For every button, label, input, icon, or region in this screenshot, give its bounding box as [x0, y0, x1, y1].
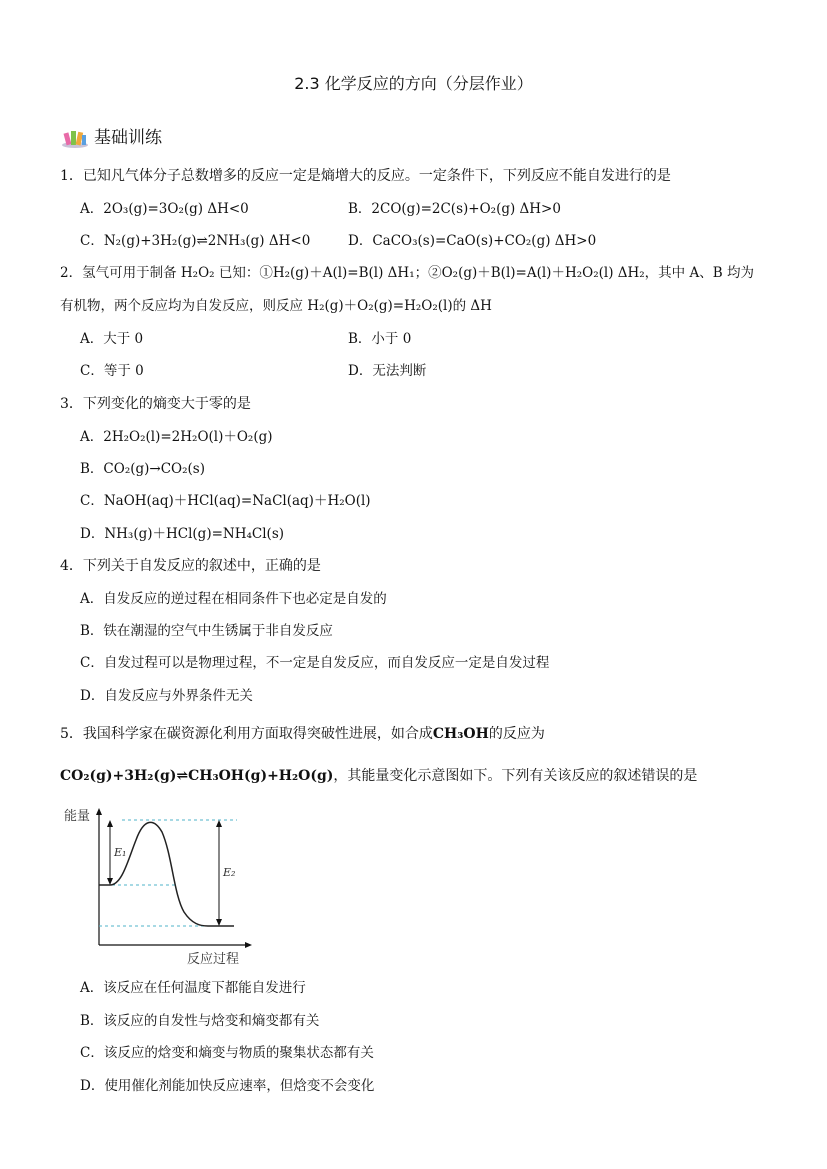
q1-option-b: B．2CO(g)=2C(s)+O₂(g) ΔH>0: [348, 201, 561, 217]
q5-stem-prefix: 5．我国科学家在碳资源化利用方面取得突破性进展，如合成: [60, 726, 433, 742]
q2-option-a: A．大于 0: [80, 331, 144, 347]
question-1-stem: 1．已知凡气体分子总数增多的反应一定是熵增大的反应。一定条件下，下列反应不能自发进行的是: [60, 168, 671, 184]
q3-option-c: C．NaOH(aq)＋HCl(aq)=NaCl(aq)＋H₂O(l): [80, 493, 371, 509]
y-axis-arrow: [96, 808, 102, 815]
q4-option-d: D．自发反应与外界条件无关: [80, 688, 253, 704]
q5-option-d: D．使用催化剂能加快反应速率，但焓变不会变化: [80, 1078, 375, 1094]
q3-option-a: A．2H₂O₂(l)=2H₂O(l)＋O₂(g): [80, 429, 273, 445]
question-4-stem: 4．下列关于自发反应的叙述中，正确的是: [60, 558, 321, 574]
q5-option-c: C．该反应的焓变和熵变与物质的聚集状态都有关: [80, 1045, 374, 1061]
section-label: 基础训练: [94, 128, 162, 148]
q2-option-c: C．等于 0: [80, 363, 144, 379]
q3-option-d: D．NH₃(g)＋HCl(g)=NH₄Cl(s): [80, 526, 285, 542]
question-3-stem: 3．下列变化的熵变大于零的是: [60, 396, 251, 412]
q5-equation: CO₂(g)+3H₂(g)⇌CH₃OH(g)+H₂O(g): [60, 768, 334, 784]
y-axis-label: 能量: [64, 809, 91, 824]
e1-label: E₁: [114, 846, 127, 859]
q2-option-b: B．小于 0: [348, 331, 412, 347]
q4-option-c: C．自发过程可以是物理过程，不一定是自发反应，而自发反应一定是自发过程: [80, 655, 550, 671]
q1-option-a: A．2O₃(g)=3O₂(g) ΔH<0: [80, 201, 249, 217]
energy-curve: [99, 822, 234, 926]
q4-option-b: B．铁在潮湿的空气中生锈属于非自发反应: [80, 623, 333, 639]
question-5-equation-line: [60, 766, 697, 786]
q1-option-c: C．N₂(g)+3H₂(g)⇌2NH₃(g) ΔH<0: [80, 233, 311, 249]
q3-option-b: B．CO₂(g)→CO₂(s): [80, 461, 205, 477]
question-2-stem-line2: 有机物，两个反应均为自发反应，则反应 H₂(g)＋O₂(g)=H₂O₂(l)的 ΔH: [60, 298, 492, 314]
q4-option-a: A．自发反应的逆过程在相同条件下也必定是自发的: [80, 591, 387, 607]
x-axis-arrow: [245, 942, 252, 948]
q5-option-b: B．该反应的自发性与焓变和熵变都有关: [80, 1013, 320, 1029]
q5-option-a: A．该反应在任何温度下都能自发进行: [80, 980, 306, 996]
e2-label: E₂: [223, 866, 236, 879]
page-title: 2.3 化学反应的方向（分层作业）: [294, 74, 533, 93]
energy-diagram: [62, 800, 262, 970]
q1-option-d: D．CaCO₃(s)=CaO(s)+CO₂(g) ΔH>0: [348, 233, 597, 249]
q2-option-d: D．无法判断: [348, 363, 427, 379]
books-icon: [60, 127, 90, 149]
question-2-stem-line1: 2．氢气可用于制备 H₂O₂ 已知：①H₂(g)＋A(l)=B(l) ΔH₁；②O₂(g)＋B(l)=A(l)＋H₂O₂(l) ΔH₂，其中 A、B 均为: [60, 265, 754, 281]
section-heading: [60, 127, 162, 149]
q5-stem-formula: CH₃OH: [432, 726, 489, 742]
q5-stem-suffix: 的反应为: [488, 726, 545, 742]
q5-equation-suffix: ，其能量变化示意图如下。下列有关该反应的叙述错误的是: [333, 768, 698, 784]
x-axis-label: 反应过程: [187, 952, 240, 967]
question-5-stem: [60, 724, 545, 744]
